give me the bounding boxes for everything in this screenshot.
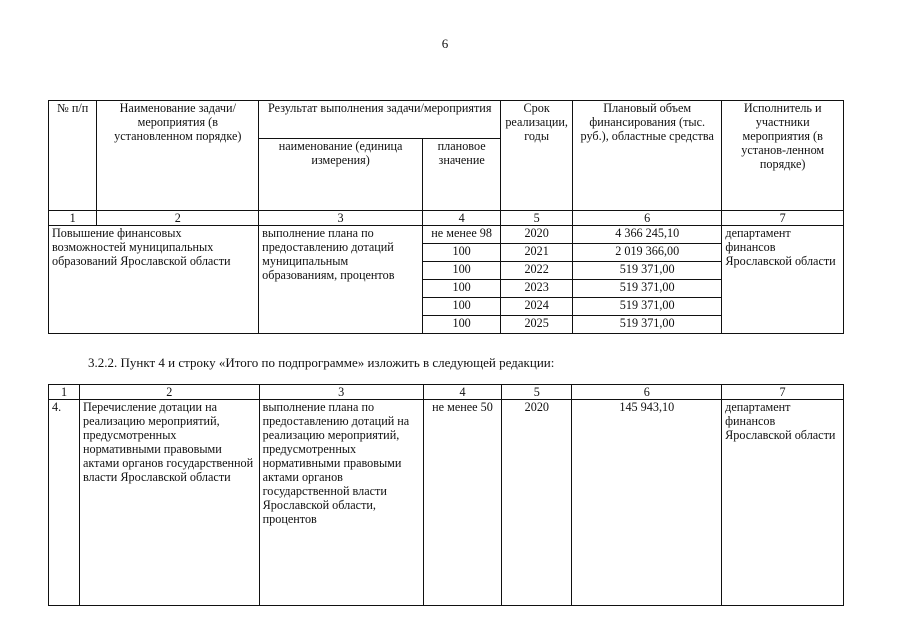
plan-value: не менее 50 (423, 400, 501, 606)
col-number: 7 (722, 211, 844, 226)
plan-value: 100 (422, 298, 500, 316)
col-number: 4 (422, 211, 500, 226)
col-number: 5 (501, 211, 573, 226)
col-number: 6 (573, 211, 722, 226)
amount-value: 519 371,00 (573, 280, 722, 298)
year-value: 2021 (501, 244, 573, 262)
col-number: 3 (259, 211, 423, 226)
col-number: 3 (259, 385, 423, 400)
header-result: Результат выполнения задачи/мероприятия (259, 101, 501, 139)
task-cell: Повышение финансовых возможностей муниципальных образований Ярославской области (49, 226, 259, 334)
col-number: 5 (502, 385, 572, 400)
year-value: 2025 (501, 316, 573, 334)
year-value: 2024 (501, 298, 573, 316)
col-number: 1 (49, 211, 97, 226)
col-number: 1 (49, 385, 80, 400)
amendment-paragraph: 3.2.2. Пункт 4 и строку «Итого по подпрограмме» изложить в следующей редакции: (88, 355, 555, 370)
result-name-cell: выполнение плана по предоставлению дотаций муниципальным образованиям, процентов (259, 226, 423, 334)
year-value: 2020 (502, 400, 572, 606)
result-name-cell: выполнение плана по предоставлению дотаций на реализацию мероприятий, предусмотренных нормативными правовыми актами органов государственной власти Ярославской области, процентов (259, 400, 423, 606)
row-number: 4. (49, 400, 80, 606)
executor-cell: департамент финансов Ярославской области (722, 226, 844, 334)
col-number: 4 (423, 385, 501, 400)
task-cell: Перечисление дотации на реализацию мероприятий, предусмотренных нормативными правовыми актами органов государственной власти Ярославской области (79, 400, 259, 606)
header-num: № п/п (49, 101, 97, 211)
program-table (48, 100, 844, 334)
header-executor: Исполнитель и участники мероприятия (в установ-ленном порядке) (722, 101, 844, 211)
amount-value: 145 943,10 (572, 400, 722, 606)
year-value: 2023 (501, 280, 573, 298)
header-result-name: наименование (единица измерения) (259, 139, 423, 211)
header-term: Срок реализации, годы (501, 101, 573, 211)
col-number: 6 (572, 385, 722, 400)
plan-value: 100 (422, 244, 500, 262)
plan-value: 100 (422, 262, 500, 280)
col-number: 2 (79, 385, 259, 400)
plan-value: 100 (422, 280, 500, 298)
header-task: Наименование задачи/мероприятия (в установленном порядке) (97, 101, 259, 211)
plan-value: 100 (422, 316, 500, 334)
amendment-table (48, 384, 844, 606)
header-result-plan: плановое значение (422, 139, 500, 211)
plan-value: не менее 98 (422, 226, 500, 244)
amount-value: 4 366 245,10 (573, 226, 722, 244)
page-number: 6 (441, 36, 449, 51)
executor-cell: департамент финансов Ярославской области (722, 400, 844, 606)
amount-value: 519 371,00 (573, 262, 722, 280)
header-funding: Плановый объем финансирования (тыс. руб.), областные средства (573, 101, 722, 211)
col-number: 2 (97, 211, 259, 226)
amount-value: 519 371,00 (573, 298, 722, 316)
year-value: 2022 (501, 262, 573, 280)
amount-value: 2 019 366,00 (573, 244, 722, 262)
year-value: 2020 (501, 226, 573, 244)
col-number: 7 (722, 385, 844, 400)
amount-value: 519 371,00 (573, 316, 722, 334)
